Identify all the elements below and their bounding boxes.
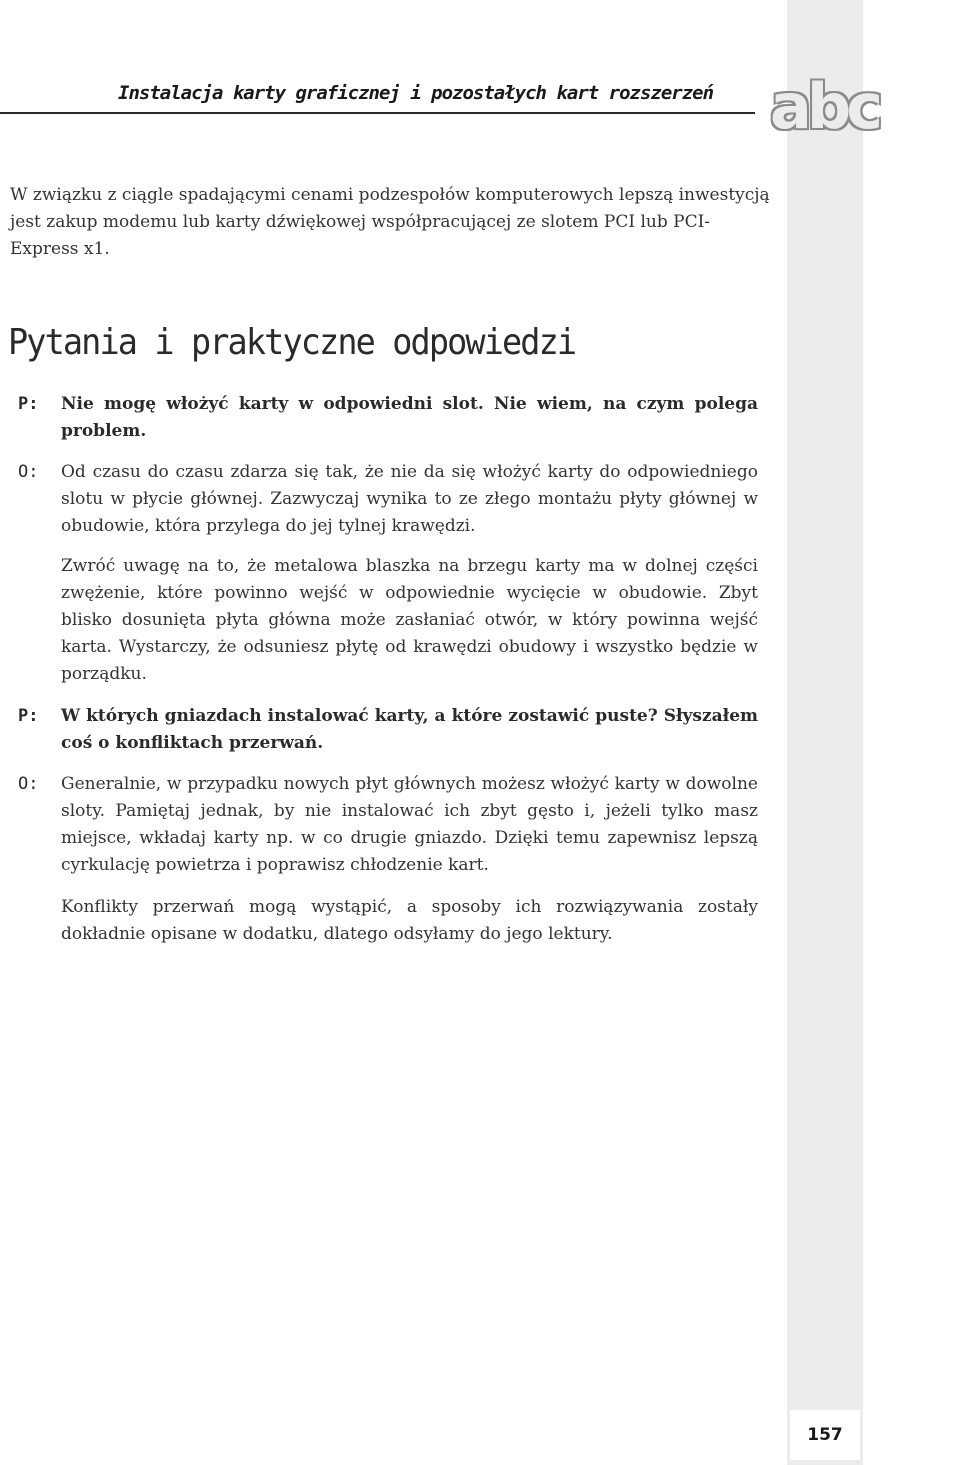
answer-2-extra: Konflikty przerwań mogą wystąpić, a sposoby ich rozwiązywania zostały dokładnie opisane w dodatku, dlatego odsyłamy do jego lektury. <box>61 897 758 944</box>
running-header: Instalacja karty graficznej i pozostałych kart rozszerzeń <box>118 82 714 104</box>
intro-paragraph: W związku z ciągle spadającymi cenami podzespołów komputerowych lepszą inwestycją jest zakup modemu lub karty dźwiękowej współpracującej ze slotem PCI lub PCI-Express x1. <box>10 185 770 259</box>
page-number: 157 <box>790 1410 860 1460</box>
answer-text: Generalnie, w przypadku nowych płyt głównych możesz włożyć karty w dowolne sloty. Pamiętaj jednak, by nie instalować ich zbyt gęsto i, jeżeli tylko masz miejsce, wkładaj karty np. w co drugie gniazdo. Dzięki temu zapewnisz lepszą cyrkulację powietrza i poprawisz chłodzenie kart. <box>61 774 758 875</box>
side-strip <box>787 0 863 1465</box>
header-rule <box>0 112 755 114</box>
answer-label: O: <box>18 774 39 794</box>
question-label: P: <box>18 394 39 414</box>
question-text: W których gniazdach instalować karty, a które zostawić puste? Słyszałem coś o konfliktach przerwań. <box>61 706 758 753</box>
abc-logo: abc <box>770 70 878 143</box>
answer-1-extra: Zwróć uwagę na to, że metalowa blaszka na brzegu karty ma w dolnej części zwężenie, które powinno wejść w odpowiednie wycięcie w obudowie. Zbyt blisko dosunięta płyta główna może zasłaniać otwór, w który powinna wejść karta. Wystarczy, że odsuniesz płytę od krawędzi obudowy i wszystko będzie w porządku. <box>61 556 758 684</box>
question-text: Nie mogę włożyć karty w odpowiedni slot. Nie wiem, na czym polega problem. <box>61 394 758 441</box>
section-title: Pytania i praktyczne odpowiedzi <box>8 322 576 363</box>
question-label: P: <box>18 706 39 726</box>
answer-label: O: <box>18 462 39 482</box>
answer-text: Od czasu do czasu zdarza się tak, że nie da się włożyć karty do odpowiedniego slotu w płycie głównej. Zazwyczaj wynika to ze złego montażu płyty głównej w obudowie, która przylega do jej tylnej krawędzi. <box>61 462 758 536</box>
